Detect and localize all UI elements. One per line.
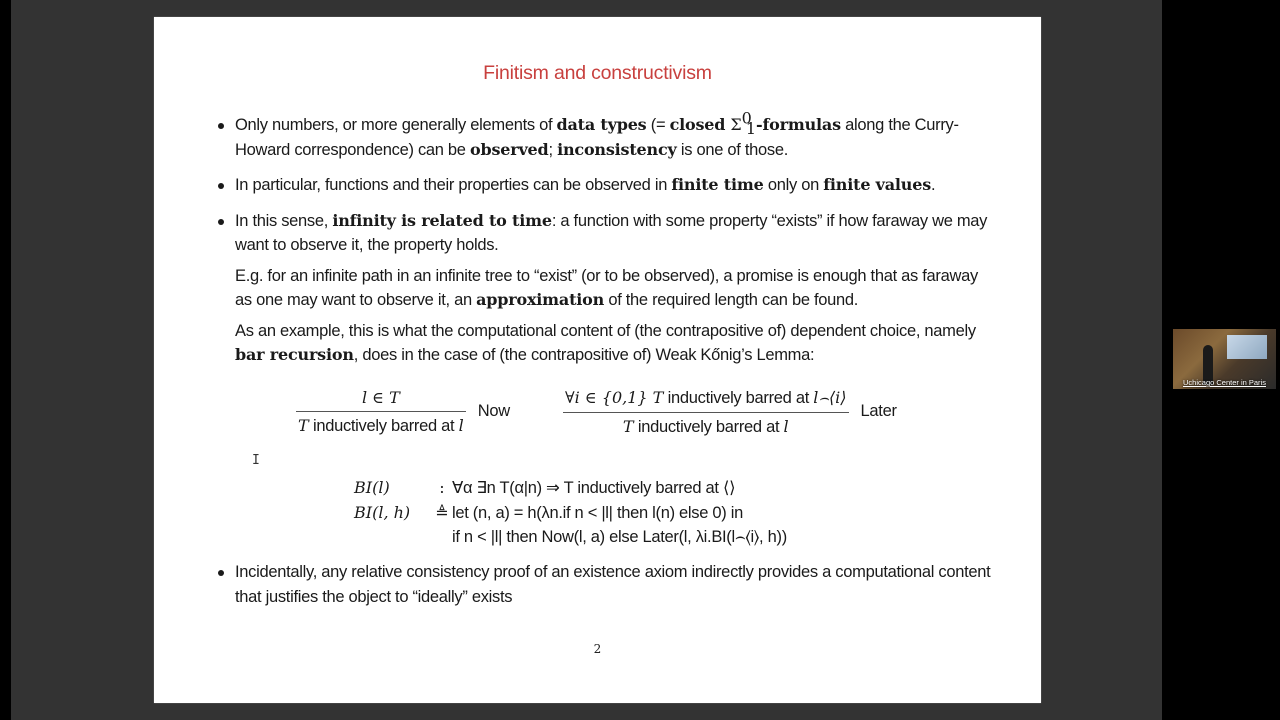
bullet-consistency-proof: Incidentally, any relative consistency proof of an existence axiom indirectly provides a computational content that justifies the object to “ideally” exists [216,560,1015,609]
fraction: $\frac{\text{∀i ∈ \{0,1\} T inductively barred at l⌢⟨i⟩}}{\text{T inductively barred at l}}$ [565,388,847,436]
slide-title: Finitism and constructivism [483,62,712,84]
rule-now [296,388,510,436]
bar-induction-definition [354,476,914,550]
bullet-observed: Only numbers, or more generally elements of data types (= closed $\Sigma^0_1$-formulas along the Curry-Howard correspondence) can be observed; inconsistency is one of those. [216,113,996,162]
bi-row: BI(l, h) ≜ let (n, a) = h(λn.if n < |l| then l(n) else 0) in [354,502,744,522]
bullet-dot [218,219,224,225]
projector-screen [1227,335,1267,359]
fraction: $\frac{l \in T}{\text{T inductively barred at l}}$ [298,388,464,435]
speaker-video-thumbnail[interactable] [1173,329,1276,389]
paragraph-bar-recursion: As an example, this is what the computational content of (the contrapositive of) dependent choice, namely bar recursion, does in the case of (the contrapositive of) Weak Kőnig’s Lemma: [235,321,976,364]
bullet-finite-time: In particular, functions and their properties can be observed in finite time only on finite values. [216,173,996,198]
bullet-dot [218,123,224,129]
presentation-stage [11,0,1162,720]
bi-row: BI(l) : ∀α ∃n T(α|n) ⇒ T inductively barred at ⟨⟩ [354,478,736,497]
paragraph-example-path: E.g. for an infinite path in an infinite tree to “exist” (or to be observed), a promise is enough that as faraway as one may want to observe it, an approximation of the required length can be found. [235,266,978,309]
rule-name: Now [477,401,510,420]
rule-later [563,388,897,437]
video-caption: Uchicago Center in Paris [1183,378,1266,387]
page-number: 2 [593,642,602,656]
bullet-dot [218,570,224,576]
slide-content [216,108,996,374]
inference-rules [296,388,956,448]
rule-name: Later [860,402,897,420]
bullet-dot [218,183,224,189]
slide [154,17,1041,703]
bi-row: if n < |l| then Now(l, a) else Later(l, λi.BI(l⌢⟨i⟩, h)) [452,528,787,546]
bullet-infinity-time: In this sense, infinity is related to time: a function with some property “exists” if how faraway we may want to observe it, the property holds. [216,209,996,258]
text-cursor-icon: I [252,453,260,468]
